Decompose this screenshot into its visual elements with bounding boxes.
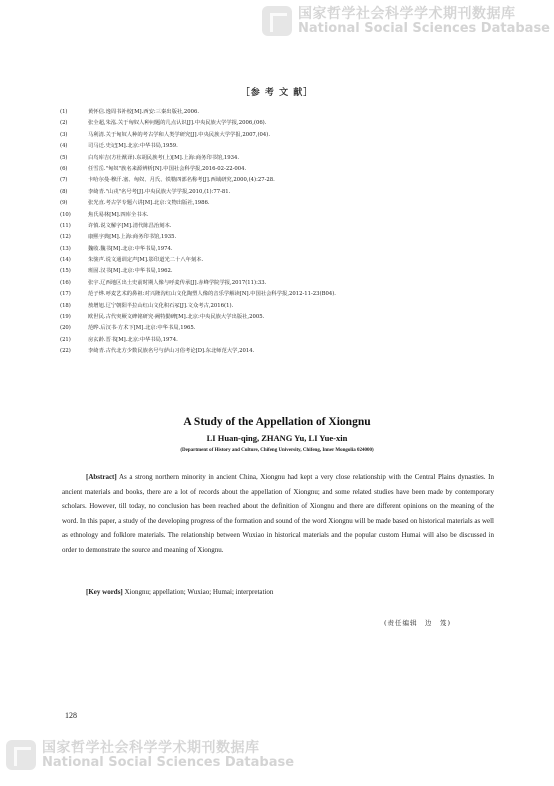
reference-number: (20) xyxy=(60,325,71,332)
reference-text: 任雪岳."匈奴"族名来源辨析[N].中国社会科学报,2016-02-22-004. xyxy=(88,165,247,172)
reference-number: (16) xyxy=(60,279,71,286)
reference-item xyxy=(60,232,505,243)
reference-text: 敖增旭.辽宁朝阳半拉山红山文化积石冢[J].文众考古,2016(1). xyxy=(88,302,234,309)
keywords-text: Xiongnu; appellation; Wuxiao; Humai; interpretation xyxy=(124,588,274,596)
keywords-label: [Key words] xyxy=(86,588,123,596)
watermark-cn: 国家哲学社会科学学术期刊数据库 xyxy=(42,739,260,756)
reference-number: (21) xyxy=(60,336,71,343)
reference-item xyxy=(60,187,505,198)
reference-item xyxy=(60,323,505,334)
reference-item xyxy=(60,118,505,129)
reference-number: (5) xyxy=(60,154,68,161)
reference-number: (3) xyxy=(60,131,68,138)
reference-number: (1) xyxy=(60,109,68,115)
reference-number: (14) xyxy=(60,257,71,264)
reference-text: 康熙字典[M].上海:商务印书馆,1935. xyxy=(88,234,177,241)
reference-text: 卡哈尔曼·穆汗.塞、匈奴、月氏、铁勒四部名称考[J].西域研究,2000,(4):27-28. xyxy=(88,177,275,184)
watermark-top xyxy=(262,6,550,36)
reference-number: (7) xyxy=(60,177,68,184)
english-affiliation: (Department of History and Culture, Chifeng University, Chifeng, Inner Mongolia 024000) xyxy=(180,448,374,453)
reference-number: (8) xyxy=(60,188,68,195)
reference-text: 司马迁.史记[M].北京:中华书局,1959. xyxy=(88,143,178,150)
reference-text: 李绮青."山戎"名号考[J].中央民族大学学报,2010,(1):77-81. xyxy=(88,188,231,195)
reference-item xyxy=(60,335,505,346)
reference-item xyxy=(60,301,505,312)
reference-number: (4) xyxy=(60,143,68,150)
reference-list xyxy=(60,107,505,358)
reference-text: 白鸟库吉(方壮猷译).东胡民族考(上)[M].上海:商务印书馆,1934. xyxy=(88,154,240,161)
reference-item xyxy=(60,153,505,164)
reference-text: 范晔.后汉书·方术下[M].北京:中华书局,1965. xyxy=(88,325,196,332)
page-number: 128 xyxy=(65,711,77,720)
reference-text: 张全超,朱泓.关于匈奴人种问题的几点认识[J].中央民族大学学报,2006,(06). xyxy=(88,120,267,127)
reference-text: 张宇.辽西地区出土史前时期人像与呼麦传承[J].赤峰学院学报,2017(11):33. xyxy=(88,279,267,286)
reference-item xyxy=(60,107,505,118)
reference-item xyxy=(60,346,505,357)
reference-text: 朱骏声.说文通训定声[M].影印道光二十八年刻本. xyxy=(88,257,204,264)
reference-text: 黄怀信.逸周书补校[M].西安:三秦出版社,2006. xyxy=(88,109,200,115)
english-title: A Study of the Appellation of Xiongnu xyxy=(183,416,371,428)
reference-item xyxy=(60,266,505,277)
reference-number: (12) xyxy=(60,234,71,241)
reference-text: 马利清.关于匈奴人种的考古学和人类学研究[J].中央民族大学学报,2007,(04). xyxy=(88,131,271,138)
abstract-label: [Abstract] xyxy=(86,473,117,481)
database-logo-icon xyxy=(6,740,36,770)
watermark-en: National Social Sciences Database xyxy=(42,754,295,770)
reference-text: 焦氏易林[M].四库全书本. xyxy=(88,211,149,218)
reference-number: (17) xyxy=(60,291,71,298)
reference-item xyxy=(60,289,505,300)
abstract-text: As a strong northern minority in ancient China, Xiongnu had kept a very close relationship with the Central Plains dynasties. In ancient materials and books, there are a lot of records about the appellation of Xiongnu; and some related studies have been made by contemporary scholars. However, till today, no conclusion has been reached about the definition of Xiongnu and there are different opinions on the meaning of the word. In this paper, a study of the developing progress of the formation and sound of the word Xiongnu will be made based on historical materials as well as ethnology and folklore materials. The relationship between Wuxiao in historical materials and the popular custom Humai will also be discussed in order to demonstrate the source and meaning of Xiongnu. xyxy=(62,473,494,554)
responsible-editor: (责任编辑 边 笈) xyxy=(384,619,452,627)
reference-item xyxy=(60,130,505,141)
english-authors: LI Huan-qing, ZHANG Yu, LI Yue-xin xyxy=(206,433,348,443)
reference-number: (13) xyxy=(60,245,71,252)
reference-number: (2) xyxy=(60,120,68,127)
reference-text: 欧世民.古代突厥文碑铭研究·阙特勤碑[M].北京:中央民族大学出版社,2005. xyxy=(88,314,265,321)
reference-text: 班固.汉书[M].北京:中华书局,1962. xyxy=(88,268,173,275)
reference-text: 李绮青.古代北方少数民族名号与萨山习俗考论[D].东北师范大学,2014. xyxy=(88,348,255,355)
reference-number: (10) xyxy=(60,211,71,218)
reference-item xyxy=(60,210,505,221)
reference-number: (22) xyxy=(60,348,71,355)
watermark-cn: 国家哲学社会科学学术期刊数据库 xyxy=(297,5,516,22)
reference-item xyxy=(60,255,505,266)
english-abstract xyxy=(62,470,494,557)
watermark-en: National Social Sciences Database xyxy=(297,20,550,36)
references-title: ［参 考 文 献］ xyxy=(240,88,314,98)
reference-item xyxy=(60,198,505,209)
reference-item xyxy=(60,175,505,186)
reference-number: (18) xyxy=(60,302,71,309)
reference-item xyxy=(60,221,505,232)
reference-item xyxy=(60,141,505,152)
reference-text: 范子烨.呼麦艺术的鼻祖:对兴隆沟红山文化陶塑人像的音乐学解读[N].中国社会科学报,2012-11-23(B04). xyxy=(88,291,336,298)
reference-item xyxy=(60,164,505,175)
reference-item xyxy=(60,312,505,323)
reference-number: (11) xyxy=(60,222,71,229)
watermark-bottom xyxy=(6,740,294,770)
reference-item xyxy=(60,244,505,255)
reference-number: (6) xyxy=(60,165,68,172)
reference-text: 魏收.魏书[M].北京:中华书局,1974. xyxy=(88,245,173,252)
reference-text: 房玄龄.晋书[M].北京:中华书局,1974. xyxy=(88,336,178,343)
reference-number: (15) xyxy=(60,268,71,275)
reference-text: 许慎.说文解字[M].清代陈昌治刻本. xyxy=(88,222,172,229)
reference-item xyxy=(60,278,505,289)
reference-number: (9) xyxy=(60,200,68,207)
database-logo-icon xyxy=(262,6,292,36)
reference-number: (19) xyxy=(60,314,71,321)
english-keywords xyxy=(86,588,494,596)
reference-text: 张光直.考古学专题六讲[M].北京:文物出版社,1986. xyxy=(88,200,210,207)
